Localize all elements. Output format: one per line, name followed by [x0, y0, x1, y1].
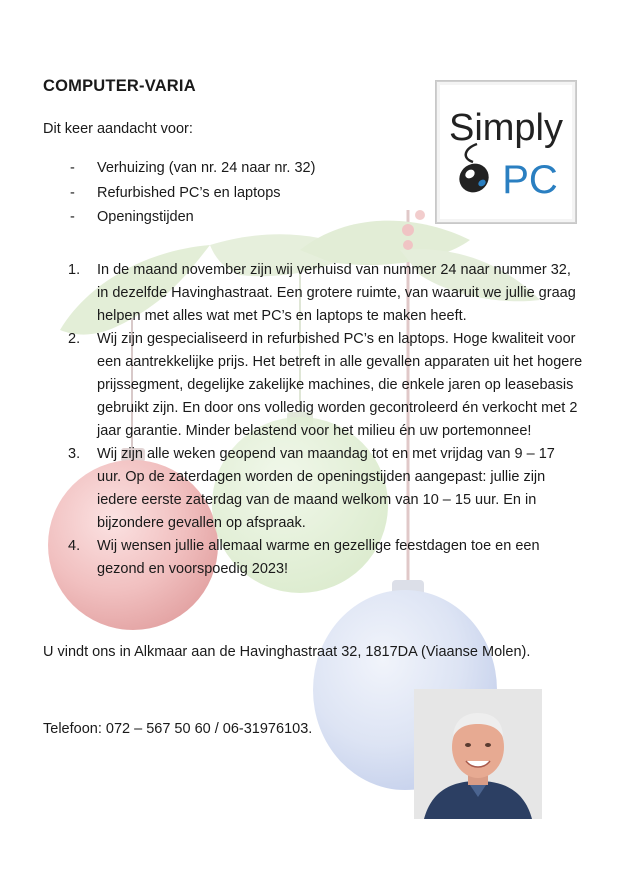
phone-text: Telefoon: 072 – 567 50 60 / 06-31976103.: [43, 721, 313, 737]
item-text: Wij wensen jullie allemaal warme en gezellige feestdagen toe en een gezond en voorspoedig 2023!: [97, 538, 540, 577]
item-number: 2.: [68, 331, 81, 347]
item-number: 4.: [68, 538, 81, 554]
item-text: In de maand november zijn wij verhuisd van nummer 24 naar nummer 32, in dezelfde Havinghastraat. Een grotere ruimte, van waaruit we jullie graag helpen met alles wat met PC’s en laptops te maken heeft.: [97, 262, 576, 324]
bullet-marker: -: [70, 160, 75, 176]
simply-pc-logo: [436, 81, 576, 223]
item-text: Wij zijn gespecialiseerd in refurbished PC’s en laptops. Hoge kwaliteit voor een aantrekkelijke prijs. Het betreft in alle gevallen apparaten uit het hogere prijssegment, degelijke zakelijke machines, die enkele jaren op leasebasis gebruikt zijn. En door ons volledig worden gecontroleerd én verkocht met 2 jaar garantie. Minder belastend voor het milieu én uw portemonnee!: [97, 331, 583, 439]
list-item: [43, 328, 583, 443]
list-item: [43, 259, 583, 328]
mouse-icon: [454, 144, 495, 198]
intro-text: Dit keer aandacht voor:: [43, 121, 193, 137]
list-item-text: Openingstijden: [97, 209, 194, 225]
bullet-marker: -: [70, 209, 75, 225]
portrait-photo: [414, 689, 542, 819]
list-item: [43, 209, 315, 234]
item-text: Wij zijn alle weken geopend van maandag tot en met vrijdag van 9 – 17 uur. Op de zaterdagen worden de openingstijden aangepast: jullie zijn iedere eerste zaterdag van de maand welkom van 10 – 15 uur. En in bijzondere gevallen op afspraak.: [97, 446, 555, 531]
bullet-marker: -: [70, 184, 75, 201]
item-number: 3.: [68, 446, 81, 462]
list-item: [43, 185, 315, 210]
list-item-text: Refurbished PC’s en laptops: [97, 184, 281, 201]
page-title: COMPUTER-VARIA: [43, 77, 196, 95]
news-items: [43, 259, 583, 581]
logo-word-simply: Simply: [448, 107, 564, 149]
topic-list: [43, 160, 315, 234]
list-item-text: Verhuizing (van nr. 24 naar nr. 32): [97, 160, 316, 176]
list-item: [43, 535, 583, 581]
list-item: [43, 160, 315, 185]
address-text: U vindt ons in Alkmaar aan de Havinghastraat 32, 1817DA (Viaanse Molen).: [43, 644, 531, 660]
item-number: 1.: [68, 262, 81, 278]
logo-word-pc: PC: [502, 158, 558, 202]
list-item: [43, 443, 583, 535]
